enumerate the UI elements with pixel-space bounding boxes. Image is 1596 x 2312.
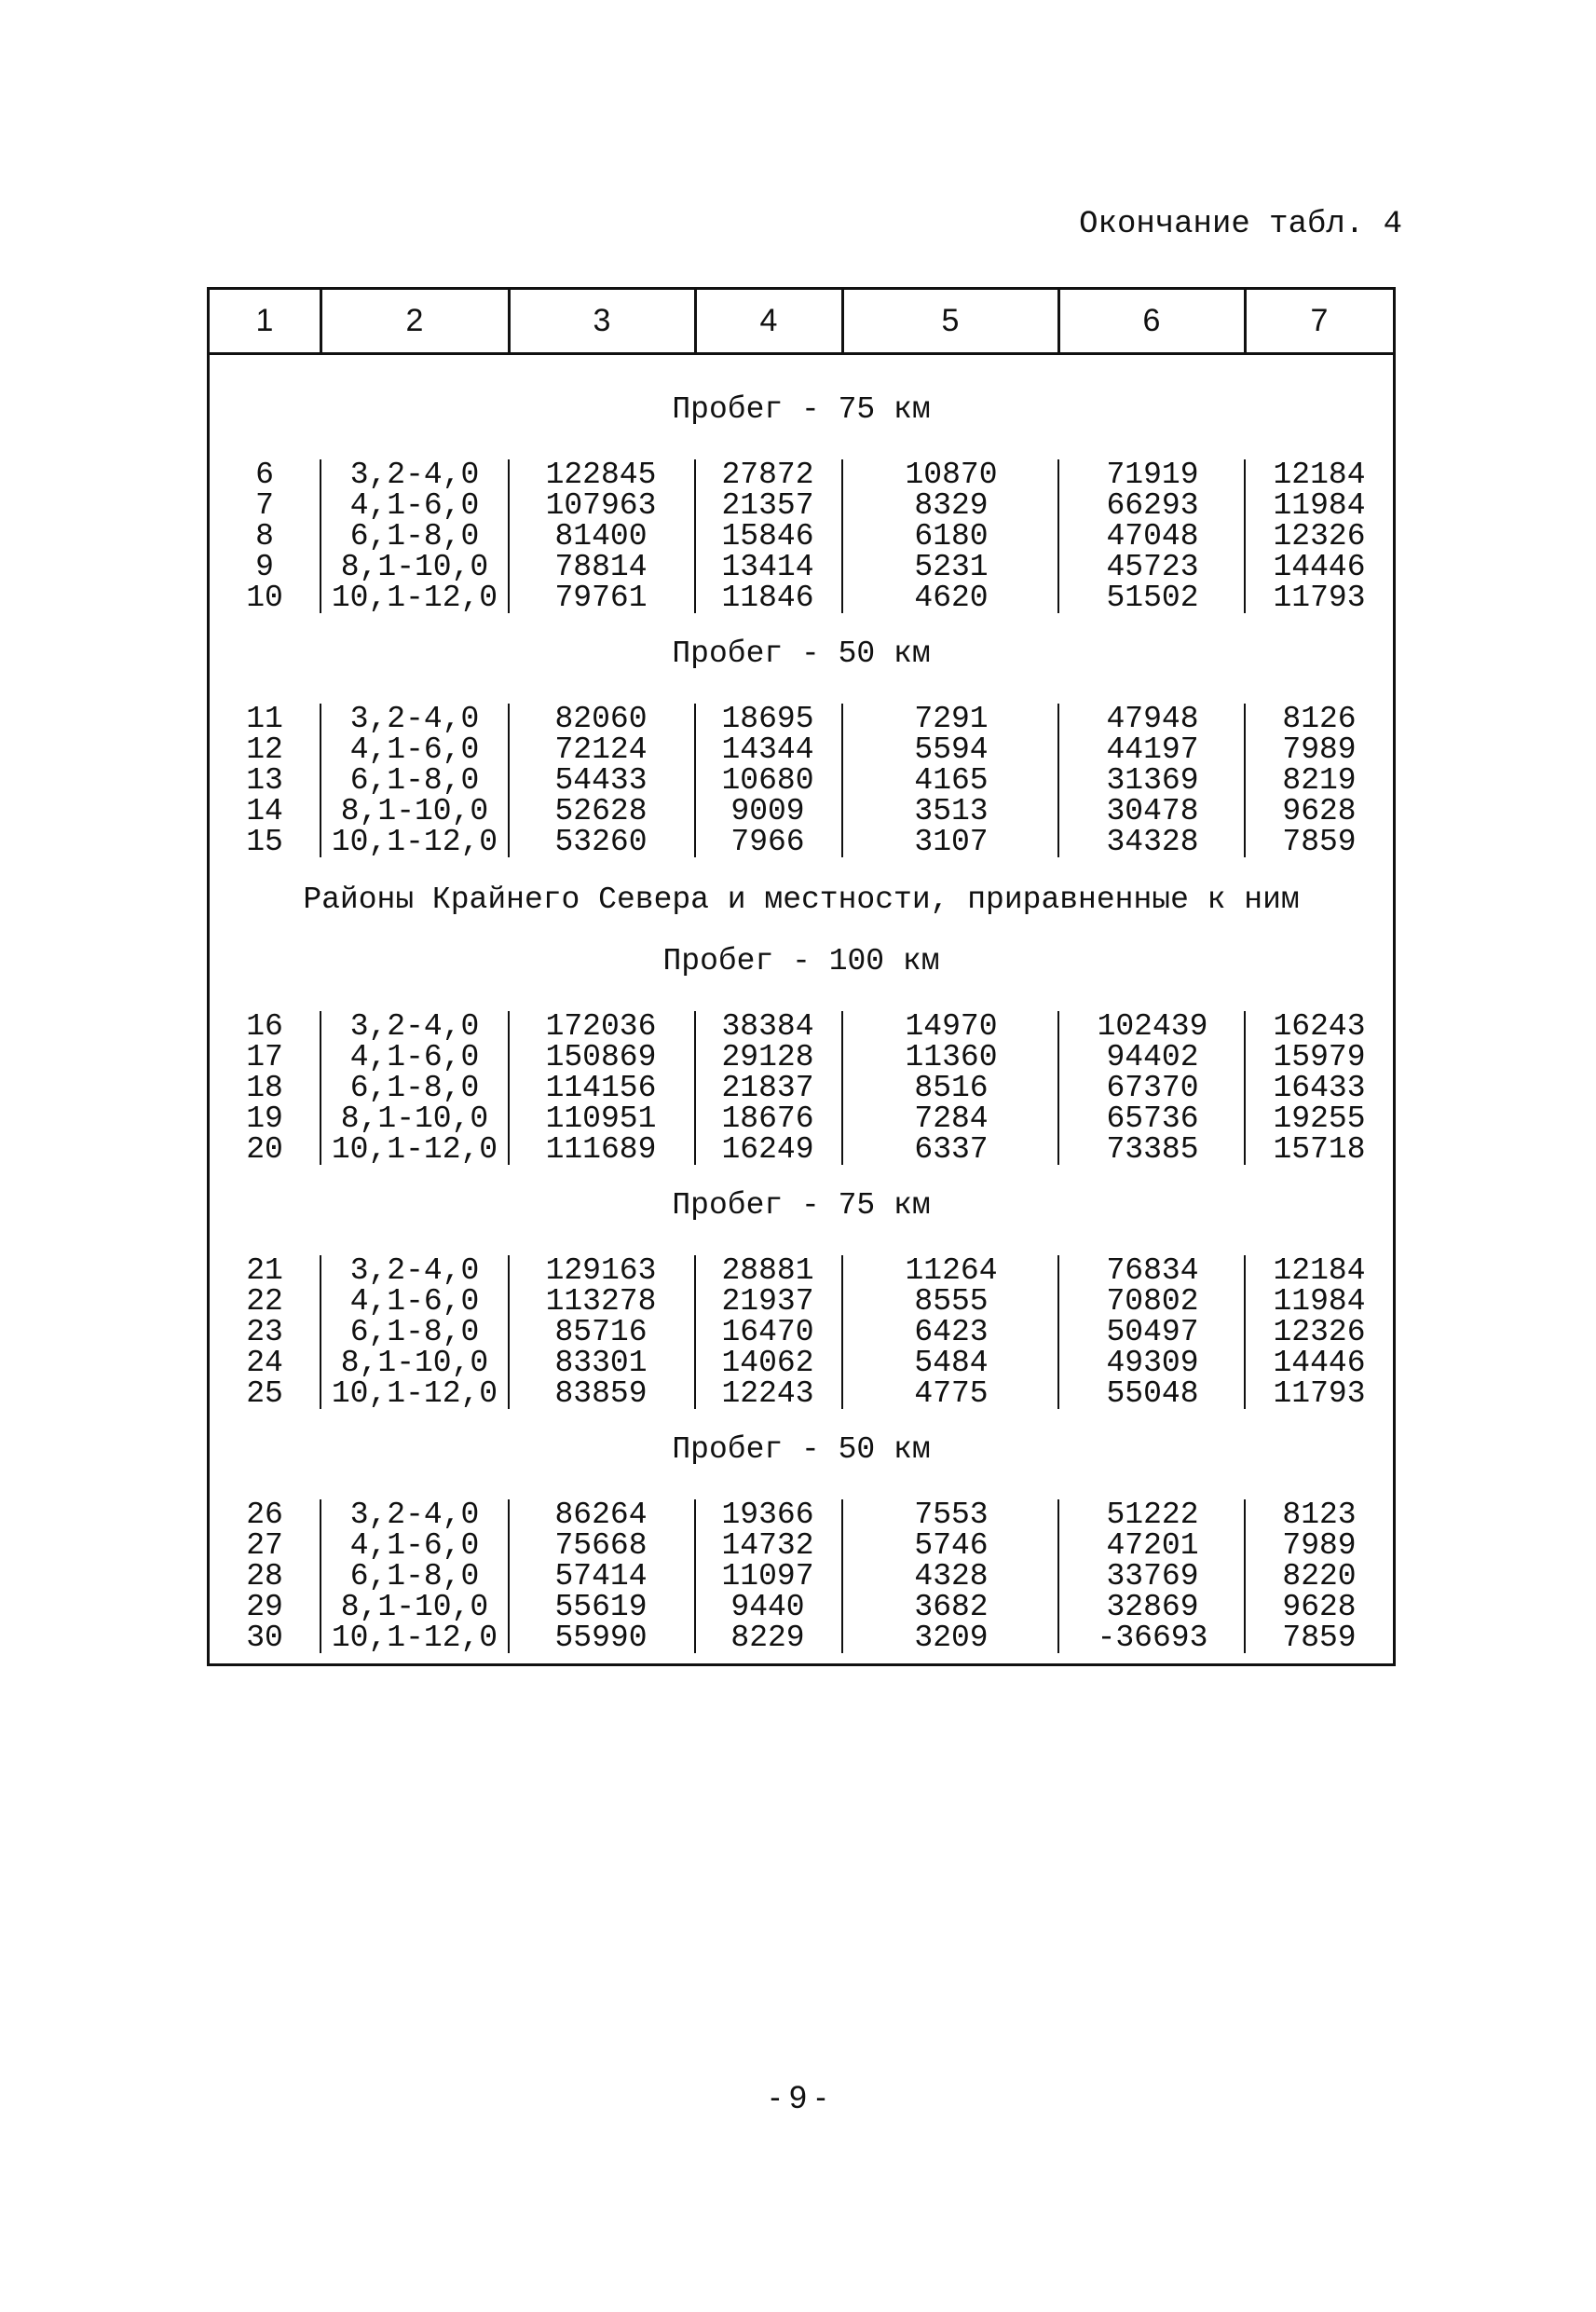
value-cell: 6423 — [914, 1315, 989, 1349]
value-cell: 12243 — [721, 1376, 814, 1411]
value-cell: 15846 — [721, 519, 814, 554]
value-cell: 8220 — [1282, 1559, 1357, 1594]
value-cell: 94402 — [1106, 1040, 1199, 1074]
range-cell: 6,1-8,0 — [349, 1071, 480, 1105]
table-row — [210, 1042, 1393, 1073]
value-cell: 70802 — [1106, 1284, 1199, 1319]
header-col-2: 2 — [405, 303, 424, 338]
section-title: Пробег - 50 км — [672, 636, 931, 671]
value-cell: 55048 — [1106, 1376, 1199, 1411]
table-row — [210, 1530, 1393, 1561]
range-cell: 8,1-10,0 — [340, 1590, 489, 1624]
value-cell: 85716 — [554, 1315, 648, 1349]
value-cell: 75668 — [554, 1528, 648, 1563]
value-cell: 14062 — [721, 1346, 814, 1380]
range-cell: 4,1-6,0 — [349, 1284, 480, 1319]
section-title: Пробег - 50 км — [672, 1432, 931, 1467]
row-number: 24 — [246, 1346, 283, 1380]
range-cell: 6,1-8,0 — [349, 1315, 480, 1349]
range-cell: 6,1-8,0 — [349, 519, 480, 554]
region-heading: Районы Крайнего Севера и местности, приравненные к ним — [303, 882, 1300, 917]
table-row — [210, 1255, 1393, 1286]
range-cell: 10,1-12,0 — [331, 1621, 498, 1655]
value-cell: 122845 — [545, 458, 657, 492]
value-cell: 113278 — [545, 1284, 657, 1319]
value-cell: 8555 — [914, 1284, 989, 1319]
value-cell: 30478 — [1106, 794, 1199, 828]
range-cell: 6,1-8,0 — [349, 763, 480, 798]
value-cell: 65736 — [1106, 1101, 1199, 1136]
value-cell: 44197 — [1106, 732, 1199, 767]
row-number: 18 — [246, 1071, 283, 1105]
value-cell: 7859 — [1282, 825, 1357, 859]
row-number: 28 — [246, 1559, 283, 1594]
value-cell: 16470 — [721, 1315, 814, 1349]
row-number: 30 — [246, 1621, 283, 1655]
table-row — [210, 582, 1393, 613]
row-number: 16 — [246, 1009, 283, 1044]
value-cell: 11264 — [905, 1253, 998, 1288]
value-cell: 102439 — [1097, 1009, 1208, 1044]
table-row — [210, 1592, 1393, 1622]
value-cell: 21837 — [721, 1071, 814, 1105]
value-cell: 13414 — [721, 550, 814, 584]
table-row — [210, 1622, 1393, 1653]
section-title: Пробег - 100 км — [662, 944, 940, 978]
value-cell: 47201 — [1106, 1528, 1199, 1563]
row-number: 8 — [255, 519, 274, 554]
value-cell: 76834 — [1106, 1253, 1199, 1288]
table-row — [210, 1286, 1393, 1317]
value-cell: 5594 — [914, 732, 989, 767]
header-col-6: 6 — [1142, 303, 1161, 338]
value-cell: 11097 — [721, 1559, 814, 1594]
section-body — [210, 1499, 1393, 1653]
table-row — [210, 1073, 1393, 1103]
value-cell: 54433 — [554, 763, 648, 798]
row-number: 11 — [246, 702, 283, 736]
row-number: 13 — [246, 763, 283, 798]
data-table — [207, 287, 1396, 1666]
value-cell: 11793 — [1273, 1376, 1366, 1411]
value-cell: 18695 — [721, 702, 814, 736]
value-cell: 12184 — [1273, 1253, 1366, 1288]
value-cell: 15979 — [1273, 1040, 1366, 1074]
range-cell: 10,1-12,0 — [331, 1132, 498, 1167]
value-cell: 51222 — [1106, 1498, 1199, 1532]
value-cell: 38384 — [721, 1009, 814, 1044]
section-body — [210, 1011, 1393, 1165]
value-cell: 10870 — [905, 458, 998, 492]
value-cell: 114156 — [545, 1071, 657, 1105]
value-cell: 45723 — [1106, 550, 1199, 584]
value-cell: 8229 — [730, 1621, 805, 1655]
table-row — [210, 521, 1393, 552]
range-cell: 3,2-4,0 — [349, 1253, 480, 1288]
value-cell: 11846 — [721, 581, 814, 615]
value-cell: 3682 — [914, 1590, 989, 1624]
value-cell: 8126 — [1282, 702, 1357, 736]
value-cell: 18676 — [721, 1101, 814, 1136]
value-cell: 5231 — [914, 550, 989, 584]
header-col-7: 7 — [1310, 303, 1329, 338]
value-cell: 11984 — [1273, 488, 1366, 523]
value-cell: 10680 — [721, 763, 814, 798]
table-row — [210, 1103, 1393, 1134]
value-cell: 4620 — [914, 581, 989, 615]
table-row — [210, 765, 1393, 796]
value-cell: 55990 — [554, 1621, 648, 1655]
range-cell: 10,1-12,0 — [331, 825, 498, 859]
value-cell: 11360 — [905, 1040, 998, 1074]
value-cell: 19255 — [1273, 1101, 1366, 1136]
value-cell: 7553 — [914, 1498, 989, 1532]
table-row — [210, 796, 1393, 827]
table-row — [210, 1499, 1393, 1530]
range-cell: 6,1-8,0 — [349, 1559, 480, 1594]
value-cell: 7966 — [730, 825, 805, 859]
value-cell: 4328 — [914, 1559, 989, 1594]
row-number: 22 — [246, 1284, 283, 1319]
section-body — [210, 1255, 1393, 1409]
value-cell: 14446 — [1273, 550, 1366, 584]
value-cell: 9628 — [1282, 1590, 1357, 1624]
value-cell: 57414 — [554, 1559, 648, 1594]
value-cell: 107963 — [545, 488, 657, 523]
value-cell: 12184 — [1273, 458, 1366, 492]
range-cell: 4,1-6,0 — [349, 1040, 480, 1074]
value-cell: 47048 — [1106, 519, 1199, 554]
value-cell: 28881 — [721, 1253, 814, 1288]
row-number: 9 — [255, 550, 274, 584]
table-row — [210, 704, 1393, 734]
table-row — [210, 459, 1393, 490]
value-cell: 172036 — [545, 1009, 657, 1044]
value-cell: 9009 — [730, 794, 805, 828]
table-row — [210, 827, 1393, 857]
table-row — [210, 490, 1393, 521]
value-cell: 16243 — [1273, 1009, 1366, 1044]
value-cell: 8329 — [914, 488, 989, 523]
header-col-1: 1 — [255, 303, 274, 338]
range-cell: 8,1-10,0 — [340, 794, 489, 828]
range-cell: 4,1-6,0 — [349, 488, 480, 523]
row-number: 15 — [246, 825, 283, 859]
value-cell: 4775 — [914, 1376, 989, 1411]
value-cell: 66293 — [1106, 488, 1199, 523]
range-cell: 10,1-12,0 — [331, 1376, 498, 1411]
row-number: 23 — [246, 1315, 283, 1349]
value-cell: 50497 — [1106, 1315, 1199, 1349]
value-cell: 8516 — [914, 1071, 989, 1105]
row-number: 17 — [246, 1040, 283, 1074]
value-cell: 7284 — [914, 1101, 989, 1136]
value-cell: 55619 — [554, 1590, 648, 1624]
value-cell: 81400 — [554, 519, 648, 554]
value-cell: 8219 — [1282, 763, 1357, 798]
value-cell: 83859 — [554, 1376, 648, 1411]
range-cell: 3,2-4,0 — [349, 702, 480, 736]
value-cell: 7989 — [1282, 1528, 1357, 1563]
value-cell: 7859 — [1282, 1621, 1357, 1655]
value-cell: 7989 — [1282, 732, 1357, 767]
value-cell: 83301 — [554, 1346, 648, 1380]
row-number: 19 — [246, 1101, 283, 1136]
value-cell: -36693 — [1097, 1621, 1208, 1655]
value-cell: 14344 — [721, 732, 814, 767]
table-row — [210, 734, 1393, 765]
row-number: 6 — [255, 458, 274, 492]
value-cell: 3513 — [914, 794, 989, 828]
value-cell: 16249 — [721, 1132, 814, 1167]
value-cell: 47948 — [1106, 702, 1199, 736]
section-title: Пробег - 75 км — [672, 392, 931, 427]
header-col-4: 4 — [759, 303, 778, 338]
table-row — [210, 1317, 1393, 1348]
value-cell: 21937 — [721, 1284, 814, 1319]
value-cell: 8123 — [1282, 1498, 1357, 1532]
table-row — [210, 1348, 1393, 1378]
value-cell: 5746 — [914, 1528, 989, 1563]
value-cell: 9628 — [1282, 794, 1357, 828]
range-cell: 8,1-10,0 — [340, 1101, 489, 1136]
value-cell: 51502 — [1106, 581, 1199, 615]
value-cell: 72124 — [554, 732, 648, 767]
value-cell: 32869 — [1106, 1590, 1199, 1624]
table-row — [210, 1011, 1393, 1042]
row-number: 27 — [246, 1528, 283, 1563]
value-cell: 86264 — [554, 1498, 648, 1532]
value-cell: 31369 — [1106, 763, 1199, 798]
value-cell: 78814 — [554, 550, 648, 584]
value-cell: 110951 — [545, 1101, 657, 1136]
row-number: 20 — [246, 1132, 283, 1167]
row-number: 14 — [246, 794, 283, 828]
header-col-5: 5 — [941, 303, 960, 338]
section-body — [210, 704, 1393, 857]
value-cell: 5484 — [914, 1346, 989, 1380]
value-cell: 11984 — [1273, 1284, 1366, 1319]
row-number: 25 — [246, 1376, 283, 1411]
value-cell: 9440 — [730, 1590, 805, 1624]
range-cell: 3,2-4,0 — [349, 1009, 480, 1044]
value-cell: 3209 — [914, 1621, 989, 1655]
table-row — [210, 1134, 1393, 1165]
value-cell: 79761 — [554, 581, 648, 615]
value-cell: 82060 — [554, 702, 648, 736]
value-cell: 14446 — [1273, 1346, 1366, 1380]
value-cell: 6337 — [914, 1132, 989, 1167]
value-cell: 12326 — [1273, 1315, 1366, 1349]
value-cell: 11793 — [1273, 581, 1366, 615]
value-cell: 4165 — [914, 763, 989, 798]
table-header-row — [210, 290, 1393, 355]
range-cell: 4,1-6,0 — [349, 1528, 480, 1563]
range-cell: 8,1-10,0 — [340, 1346, 489, 1380]
table-row — [210, 1378, 1393, 1409]
row-number: 26 — [246, 1498, 283, 1532]
value-cell: 6180 — [914, 519, 989, 554]
value-cell: 14732 — [721, 1528, 814, 1563]
value-cell: 19366 — [721, 1498, 814, 1532]
range-cell: 3,2-4,0 — [349, 1498, 480, 1532]
table-row — [210, 552, 1393, 582]
header-col-3: 3 — [593, 303, 611, 338]
value-cell: 150869 — [545, 1040, 657, 1074]
value-cell: 129163 — [545, 1253, 657, 1288]
value-cell: 49309 — [1106, 1346, 1199, 1380]
value-cell: 111689 — [545, 1132, 657, 1167]
value-cell: 27872 — [721, 458, 814, 492]
value-cell: 12326 — [1273, 519, 1366, 554]
range-cell: 3,2-4,0 — [349, 458, 480, 492]
page-number: - 9 - — [770, 2080, 826, 2115]
value-cell: 3107 — [914, 825, 989, 859]
row-number: 21 — [246, 1253, 283, 1288]
value-cell: 29128 — [721, 1040, 814, 1074]
row-number: 10 — [246, 581, 283, 615]
value-cell: 53260 — [554, 825, 648, 859]
range-cell: 10,1-12,0 — [331, 581, 498, 615]
value-cell: 14970 — [905, 1009, 998, 1044]
value-cell: 21357 — [721, 488, 814, 523]
row-number: 7 — [255, 488, 274, 523]
table-caption: Окончание табл. 4 — [1079, 207, 1402, 242]
row-number: 29 — [246, 1590, 283, 1624]
value-cell: 67370 — [1106, 1071, 1199, 1105]
value-cell: 33769 — [1106, 1559, 1199, 1594]
value-cell: 7291 — [914, 702, 989, 736]
value-cell: 52628 — [554, 794, 648, 828]
value-cell: 16433 — [1273, 1071, 1366, 1105]
section-title: Пробег - 75 км — [672, 1188, 931, 1223]
value-cell: 34328 — [1106, 825, 1199, 859]
section-body — [210, 459, 1393, 613]
value-cell: 71919 — [1106, 458, 1199, 492]
range-cell: 4,1-6,0 — [349, 732, 480, 767]
table-row — [210, 1561, 1393, 1592]
value-cell: 73385 — [1106, 1132, 1199, 1167]
value-cell: 15718 — [1273, 1132, 1366, 1167]
range-cell: 8,1-10,0 — [340, 550, 489, 584]
row-number: 12 — [246, 732, 283, 767]
